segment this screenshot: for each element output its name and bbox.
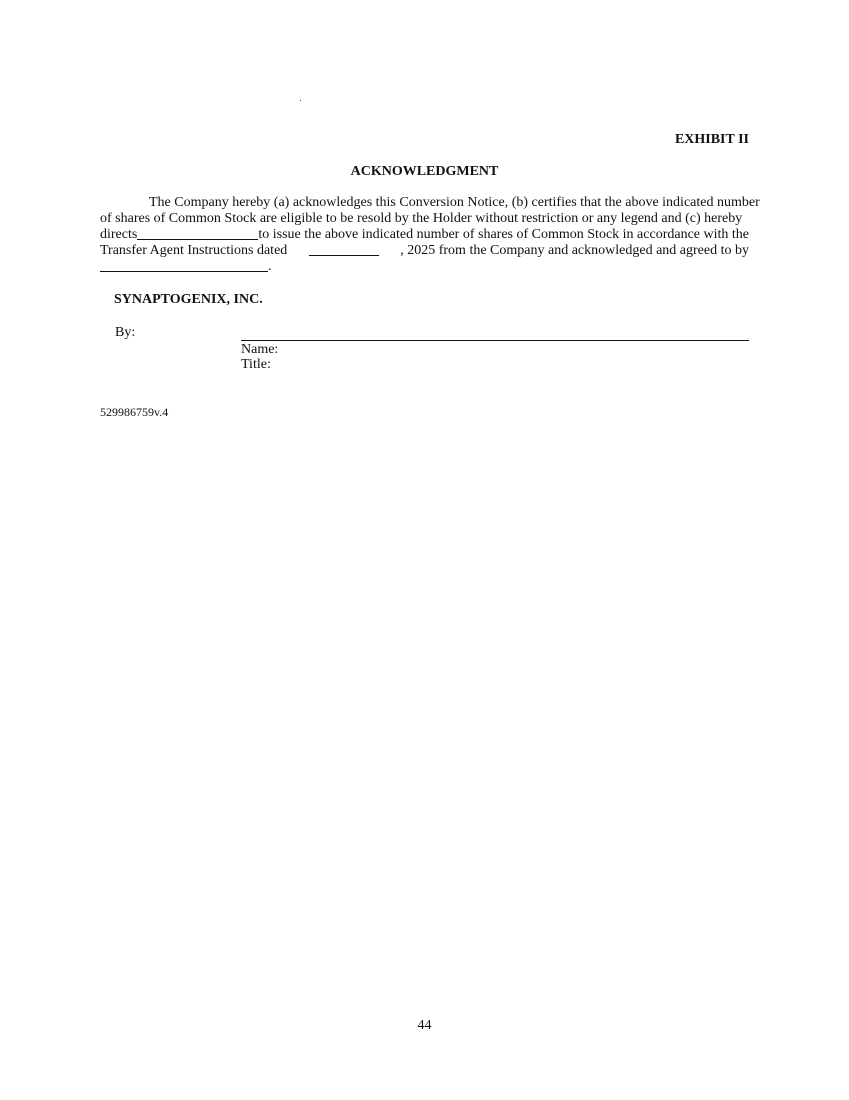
paragraph-line-3-suffix: to issue the above indicated number of shares of Common Stock in accordance with the xyxy=(258,227,749,242)
stray-mark xyxy=(300,100,301,101)
instructions-date-blank xyxy=(309,243,379,256)
signature-line xyxy=(241,340,749,341)
title-label: Title: xyxy=(241,357,271,372)
paragraph-line-5-suffix: . xyxy=(268,259,272,274)
acknowledged-by-blank xyxy=(100,259,268,272)
company-name: SYNAPTOGENIX, INC. xyxy=(114,292,263,307)
paragraph-line-5 xyxy=(100,259,749,275)
paragraph-line-1 xyxy=(100,195,760,211)
transfer-agent-blank xyxy=(137,227,258,240)
by-label: By: xyxy=(115,325,136,340)
document-id: 529986759v.4 xyxy=(100,405,169,419)
acknowledgment-paragraph xyxy=(100,195,760,275)
paragraph-line-2-text: of shares of Common Stock are eligible to be resold by the Holder without restriction or any legend and (c) hereby xyxy=(100,211,743,226)
paragraph-line-1-text: The Company hereby (a) acknowledges this Conversion Notice, (b) certifies that the above indicated number xyxy=(149,195,760,210)
exhibit-label: EXHIBIT II xyxy=(674,132,749,147)
page-number: 44 xyxy=(417,1018,432,1033)
paragraph-line-3-prefix: directs xyxy=(100,227,138,242)
name-label: Name: xyxy=(241,342,279,357)
paragraph-line-3 xyxy=(100,227,749,243)
paragraph-line-2 xyxy=(100,211,749,227)
paragraph-line-4-suffix: , 2025 from the Company and acknowledged and agreed to by xyxy=(400,243,749,258)
paragraph-line-4 xyxy=(100,243,749,259)
document-heading: ACKNOWLEDGMENT xyxy=(350,164,499,179)
paragraph-line-4-prefix: Transfer Agent Instructions dated xyxy=(100,243,288,258)
